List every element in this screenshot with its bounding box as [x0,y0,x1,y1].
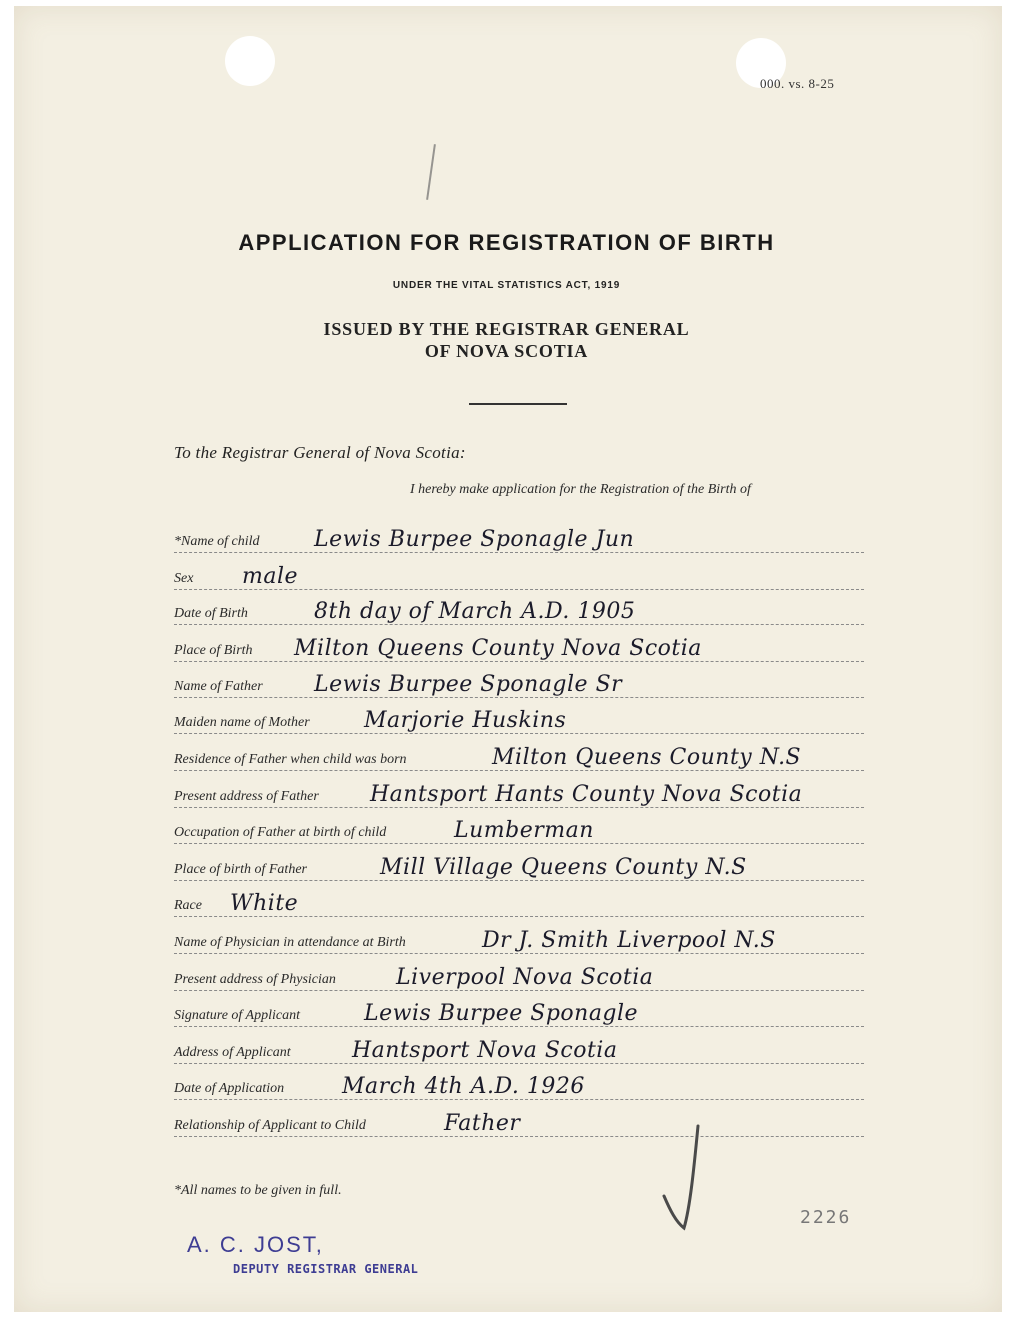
field-value: male [242,564,299,589]
salutation: To the Registrar General of Nova Scotia: [174,443,466,462]
field-date-of-application [174,1075,864,1100]
field-label: Place of birth of Father [174,862,307,877]
field-physician-address [174,966,864,991]
field-address-of-applicant [174,1039,864,1064]
field-place-of-birth-of-father [174,856,864,881]
field-label: Date of Birth [174,606,248,621]
registration-number: 2226 [800,1207,852,1228]
field-label: Address of Applicant [174,1045,291,1060]
field-relationship [174,1112,864,1137]
check-mark-icon [660,1118,710,1233]
field-value: Lewis Burpee Sponagle Sr [314,672,623,697]
field-value: Milton Queens County Nova Scotia [294,636,702,661]
field-value: Lewis Burpee Sponagle [364,1001,639,1026]
field-value: 8th day of March A.D. 1905 [314,599,636,624]
form-number: 000. vs. 8-25 [760,76,835,91]
field-value: March 4th A.D. 1926 [342,1074,585,1099]
act-subtitle: UNDER THE VITAL STATISTICS ACT, 1919 [392,280,621,291]
field-maiden-name-of-mother [174,709,864,734]
field-date-of-birth [174,600,864,625]
field-label: Present address of Father [174,789,319,804]
issuer-line-1: ISSUED BY THE REGISTRAR GENERAL [323,319,690,339]
field-label: Residence of Father when child was born [174,752,407,767]
issuer-line-2: OF NOVA SCOTIA [424,341,589,361]
field-value: Lewis Burpee Sponagle Jun [314,527,635,552]
issuer [0,318,1013,362]
field-value: Milton Queens County N.S [492,745,802,770]
footnote: *All names to be given in full. [174,1183,342,1198]
field-label: Date of Application [174,1081,285,1096]
field-value: White [230,891,299,916]
field-label: Sex [174,571,194,586]
stamp-name: A. C. JOST, [187,1232,324,1257]
declaration: I hereby make application for the Registration of the Birth of [410,482,751,497]
field-value: Father [444,1111,521,1136]
field-place-of-birth [174,637,864,662]
field-label: Present address of Physician [174,972,336,987]
field-value: Lumberman [454,818,594,843]
field-label: Maiden name of Mother [174,715,310,730]
field-label: *Name of child [174,534,260,549]
field-name-of-child [174,528,864,553]
field-label: Race [174,898,202,913]
field-sex [174,565,864,590]
field-label: Occupation of Father at birth of child [174,825,387,840]
field-label: Name of Father [174,679,263,694]
field-name-of-father [174,673,864,698]
field-residence-of-father [174,746,864,771]
field-occupation-of-father [174,819,864,844]
field-present-address-of-father [174,783,864,808]
field-value: Mill Village Queens County N.S [380,855,747,880]
field-signature-of-applicant [174,1002,864,1027]
field-label: Relationship of Applicant to Child [174,1118,366,1133]
field-value: Hantsport Hants County Nova Scotia [370,782,803,807]
field-label: Place of Birth [174,643,253,658]
field-value: Liverpool Nova Scotia [396,965,654,990]
field-race [174,892,864,917]
title-divider [469,403,567,405]
field-value: Marjorie Huskins [364,708,567,733]
field-physician-name [174,929,864,954]
field-value: Dr J. Smith Liverpool N.S [482,928,776,953]
field-label: Signature of Applicant [174,1008,300,1023]
punch-hole-left [225,36,275,86]
document-title: APPLICATION FOR REGISTRATION OF BIRTH [238,230,775,255]
field-value: Hantsport Nova Scotia [352,1038,618,1063]
field-label: Name of Physician in attendance at Birth [174,935,406,950]
stamp-title: DEPUTY REGISTRAR GENERAL [233,1262,419,1276]
